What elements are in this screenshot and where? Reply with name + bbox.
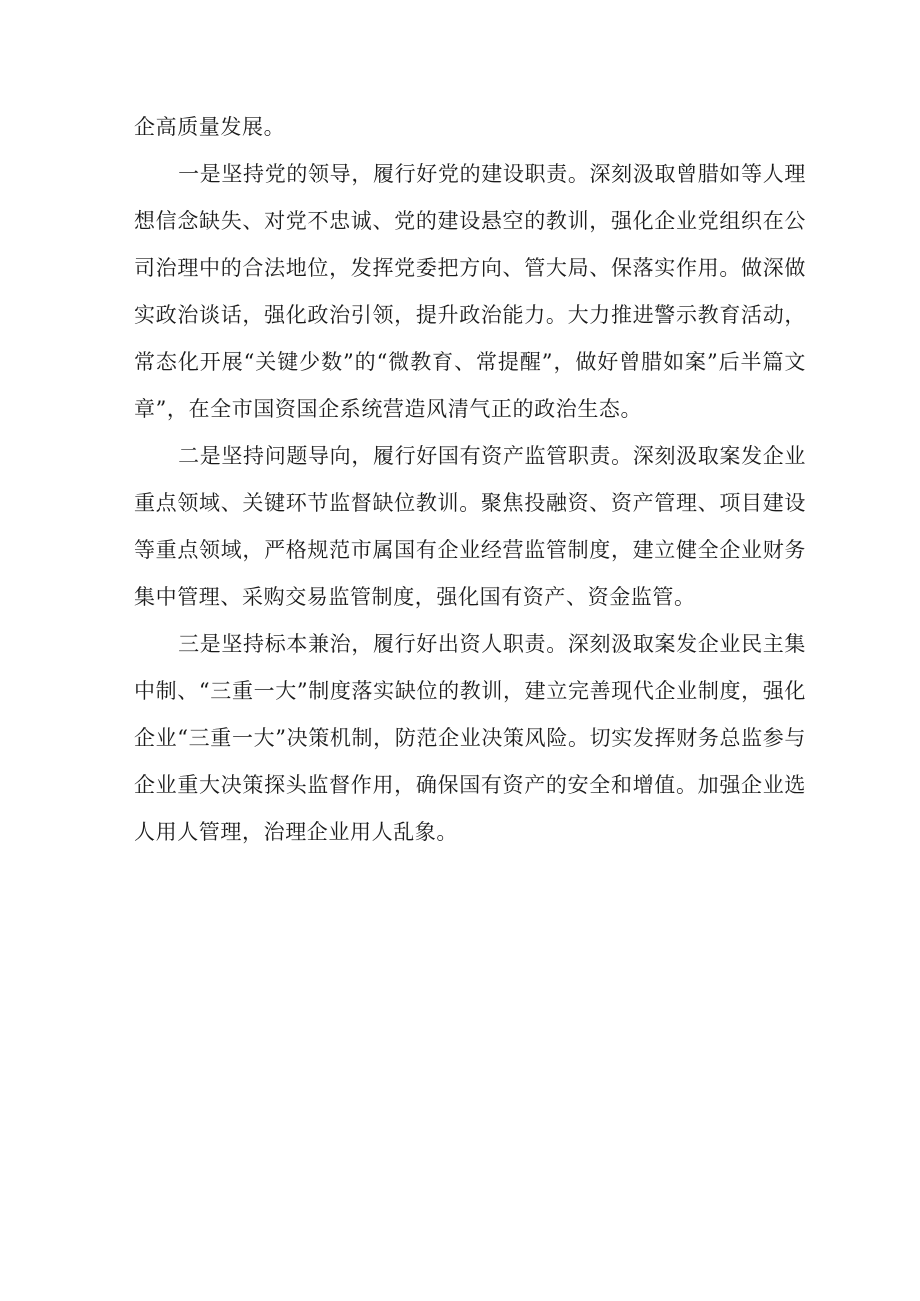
paragraph-continuation: 企高质量发展。 <box>134 115 286 139</box>
paragraph-investor-duties: 三是坚持标本兼治，履行好出资人职责。深刻汲取案发企业民主集中制、“三重一大”制度落实缺位的教训，建立完善现代企业制度，强化企业“三重一大”决策机制，防范企业决策风险。切实发挥财务总监参与企业重大决策探头监督作用，确保国有资产的安全和增值。加强企业选人用人管理，治理企业用人乱象。 <box>134 632 806 844</box>
paragraph-party-leadership: 一是坚持党的领导，履行好党的建设职责。深刻汲取曾腊如等人理想信念缺失、对党不忠诚、党的建设悬空的教训，强化企业党组织在公司治理中的合法地位，发挥党委把方向、管大局、保落实作用。做深做实政治谈话，强化政治引领，提升政治能力。大力推进警示教育活动，常态化开展“关键少数”的“微教育、常提醒”，做好曾腊如案”后半篇文章”，在全市国资国企系统营造风清气正的政治生态。 <box>134 162 806 421</box>
paragraph-asset-supervision: 二是坚持问题导向，履行好国有资产监管职责。深刻汲取案发企业重点领域、关键环节监督缺位教训。聚焦投融资、资产管理、项目建设等重点领域，严格规范市属国有企业经营监管制度，建立健全企业财务集中管理、采购交易监管制度，强化国有资产、资金监管。 <box>134 444 806 609</box>
document-body <box>134 104 806 856</box>
